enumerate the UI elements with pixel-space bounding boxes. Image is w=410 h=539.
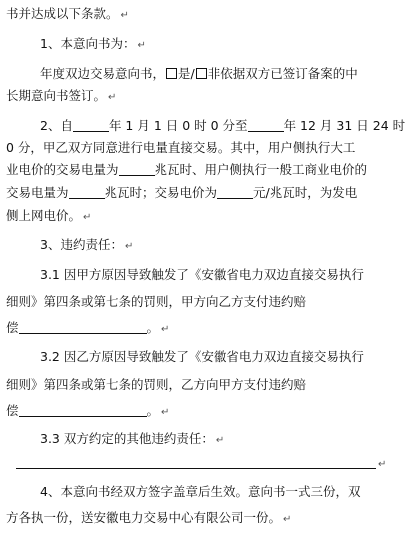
paragraph-mark-icon: ↵ — [124, 241, 134, 252]
paragraph-mark-icon: ↵ — [161, 324, 170, 335]
doc-text: 1、本意向书为： — [40, 36, 136, 51]
paragraph-mark-icon: ↵ — [137, 40, 146, 51]
doc-text: 3.1 因甲方原因导致触发了《安徽省电力双边直接交易执行 — [40, 267, 364, 282]
blank-field — [16, 456, 376, 469]
doc-line-20 — [6, 510, 291, 528]
doc-text: 4、本意向书经双方签字盖章后生效。意向书一式三份，双 — [40, 484, 361, 499]
doc-line-3 — [40, 66, 358, 82]
paragraph-mark-icon: ↵ — [161, 407, 170, 418]
doc-line-13 — [6, 320, 169, 338]
doc-text: 。 — [146, 320, 160, 335]
doc-text: 偿 — [6, 320, 19, 335]
doc-text: 方各执一份，送安徽电力交易中心有限公司一份。 — [6, 510, 282, 525]
doc-text: 3.2 因乙方原因导致触发了《安徽省电力双边直接交易执行 — [40, 349, 364, 364]
doc-text: 。 — [146, 403, 160, 418]
doc-text: 2、自 — [40, 118, 73, 133]
doc-text: 长期意向书签订。 — [6, 88, 107, 103]
doc-text: 年度双边交易意向书， — [40, 66, 166, 81]
doc-text: 是/ — [178, 66, 195, 81]
paragraph-mark-icon: ↵ — [108, 92, 117, 103]
blank-field — [69, 186, 105, 199]
doc-line-11 — [40, 267, 364, 283]
blank-field — [217, 186, 253, 199]
blank-field — [73, 119, 109, 132]
blank-field — [248, 119, 284, 132]
doc-text: 兆瓦时；交易电价为 — [104, 185, 218, 200]
doc-line-14 — [40, 349, 364, 365]
doc-text: 兆瓦时、用户侧执行一般工商业电价的 — [154, 162, 368, 177]
doc-text: 交易电量为 — [6, 185, 69, 200]
doc-text: 年 1 月 1 日 0 时 0 分至 — [108, 118, 248, 133]
doc-text: 业电价的交易电量为 — [6, 162, 119, 177]
doc-line-18 — [16, 455, 386, 473]
doc-line-17 — [40, 431, 224, 449]
paragraph-mark-icon: ↵ — [378, 459, 387, 470]
doc-line-5 — [40, 118, 405, 134]
blank-field — [19, 321, 147, 334]
doc-text: 偿 — [6, 403, 19, 418]
paragraph-mark-icon: ↵ — [283, 514, 292, 525]
doc-line-2 — [40, 36, 146, 54]
doc-line-10 — [40, 237, 133, 255]
doc-line-9 — [6, 208, 91, 226]
paragraph-mark-icon: ↵ — [83, 212, 92, 223]
doc-text: 0 分，甲乙双方同意进行电量直接交易。其中，用户侧执行大工 — [6, 140, 356, 155]
doc-text: 非依据双方已签订备案的中 — [207, 66, 358, 81]
doc-line-1 — [6, 6, 129, 24]
doc-line-4 — [6, 88, 116, 106]
doc-text: 细则》第四条或第七条的罚则，乙方向甲方支付违约赔 — [6, 377, 307, 392]
doc-line-16 — [6, 403, 169, 421]
doc-line-15 — [6, 377, 306, 393]
doc-text: 年 12 月 31 日 24 时 — [283, 118, 406, 133]
doc-line-19 — [40, 484, 360, 500]
doc-text: 细则》第四条或第七条的罚则，甲方向乙方支付违约赔 — [6, 294, 307, 309]
doc-text: 元/兆瓦时，为发电 — [253, 185, 358, 200]
doc-text: 侧上网电价。 — [6, 208, 82, 223]
doc-line-12 — [6, 294, 306, 310]
doc-line-6 — [6, 140, 355, 156]
paragraph-mark-icon: ↵ — [215, 435, 225, 446]
doc-line-7 — [6, 162, 367, 178]
doc-text: 3、违约责任： — [40, 237, 123, 252]
blank-field — [119, 163, 155, 176]
doc-text: 书并达成以下条款。 — [6, 6, 119, 21]
checkbox-icon — [166, 68, 177, 79]
paragraph-mark-icon: ↵ — [120, 10, 129, 21]
blank-field — [19, 404, 147, 417]
checkbox-icon — [196, 68, 207, 79]
doc-line-8 — [6, 185, 357, 201]
doc-text: 3.3 双方约定的其他违约责任： — [40, 431, 214, 446]
